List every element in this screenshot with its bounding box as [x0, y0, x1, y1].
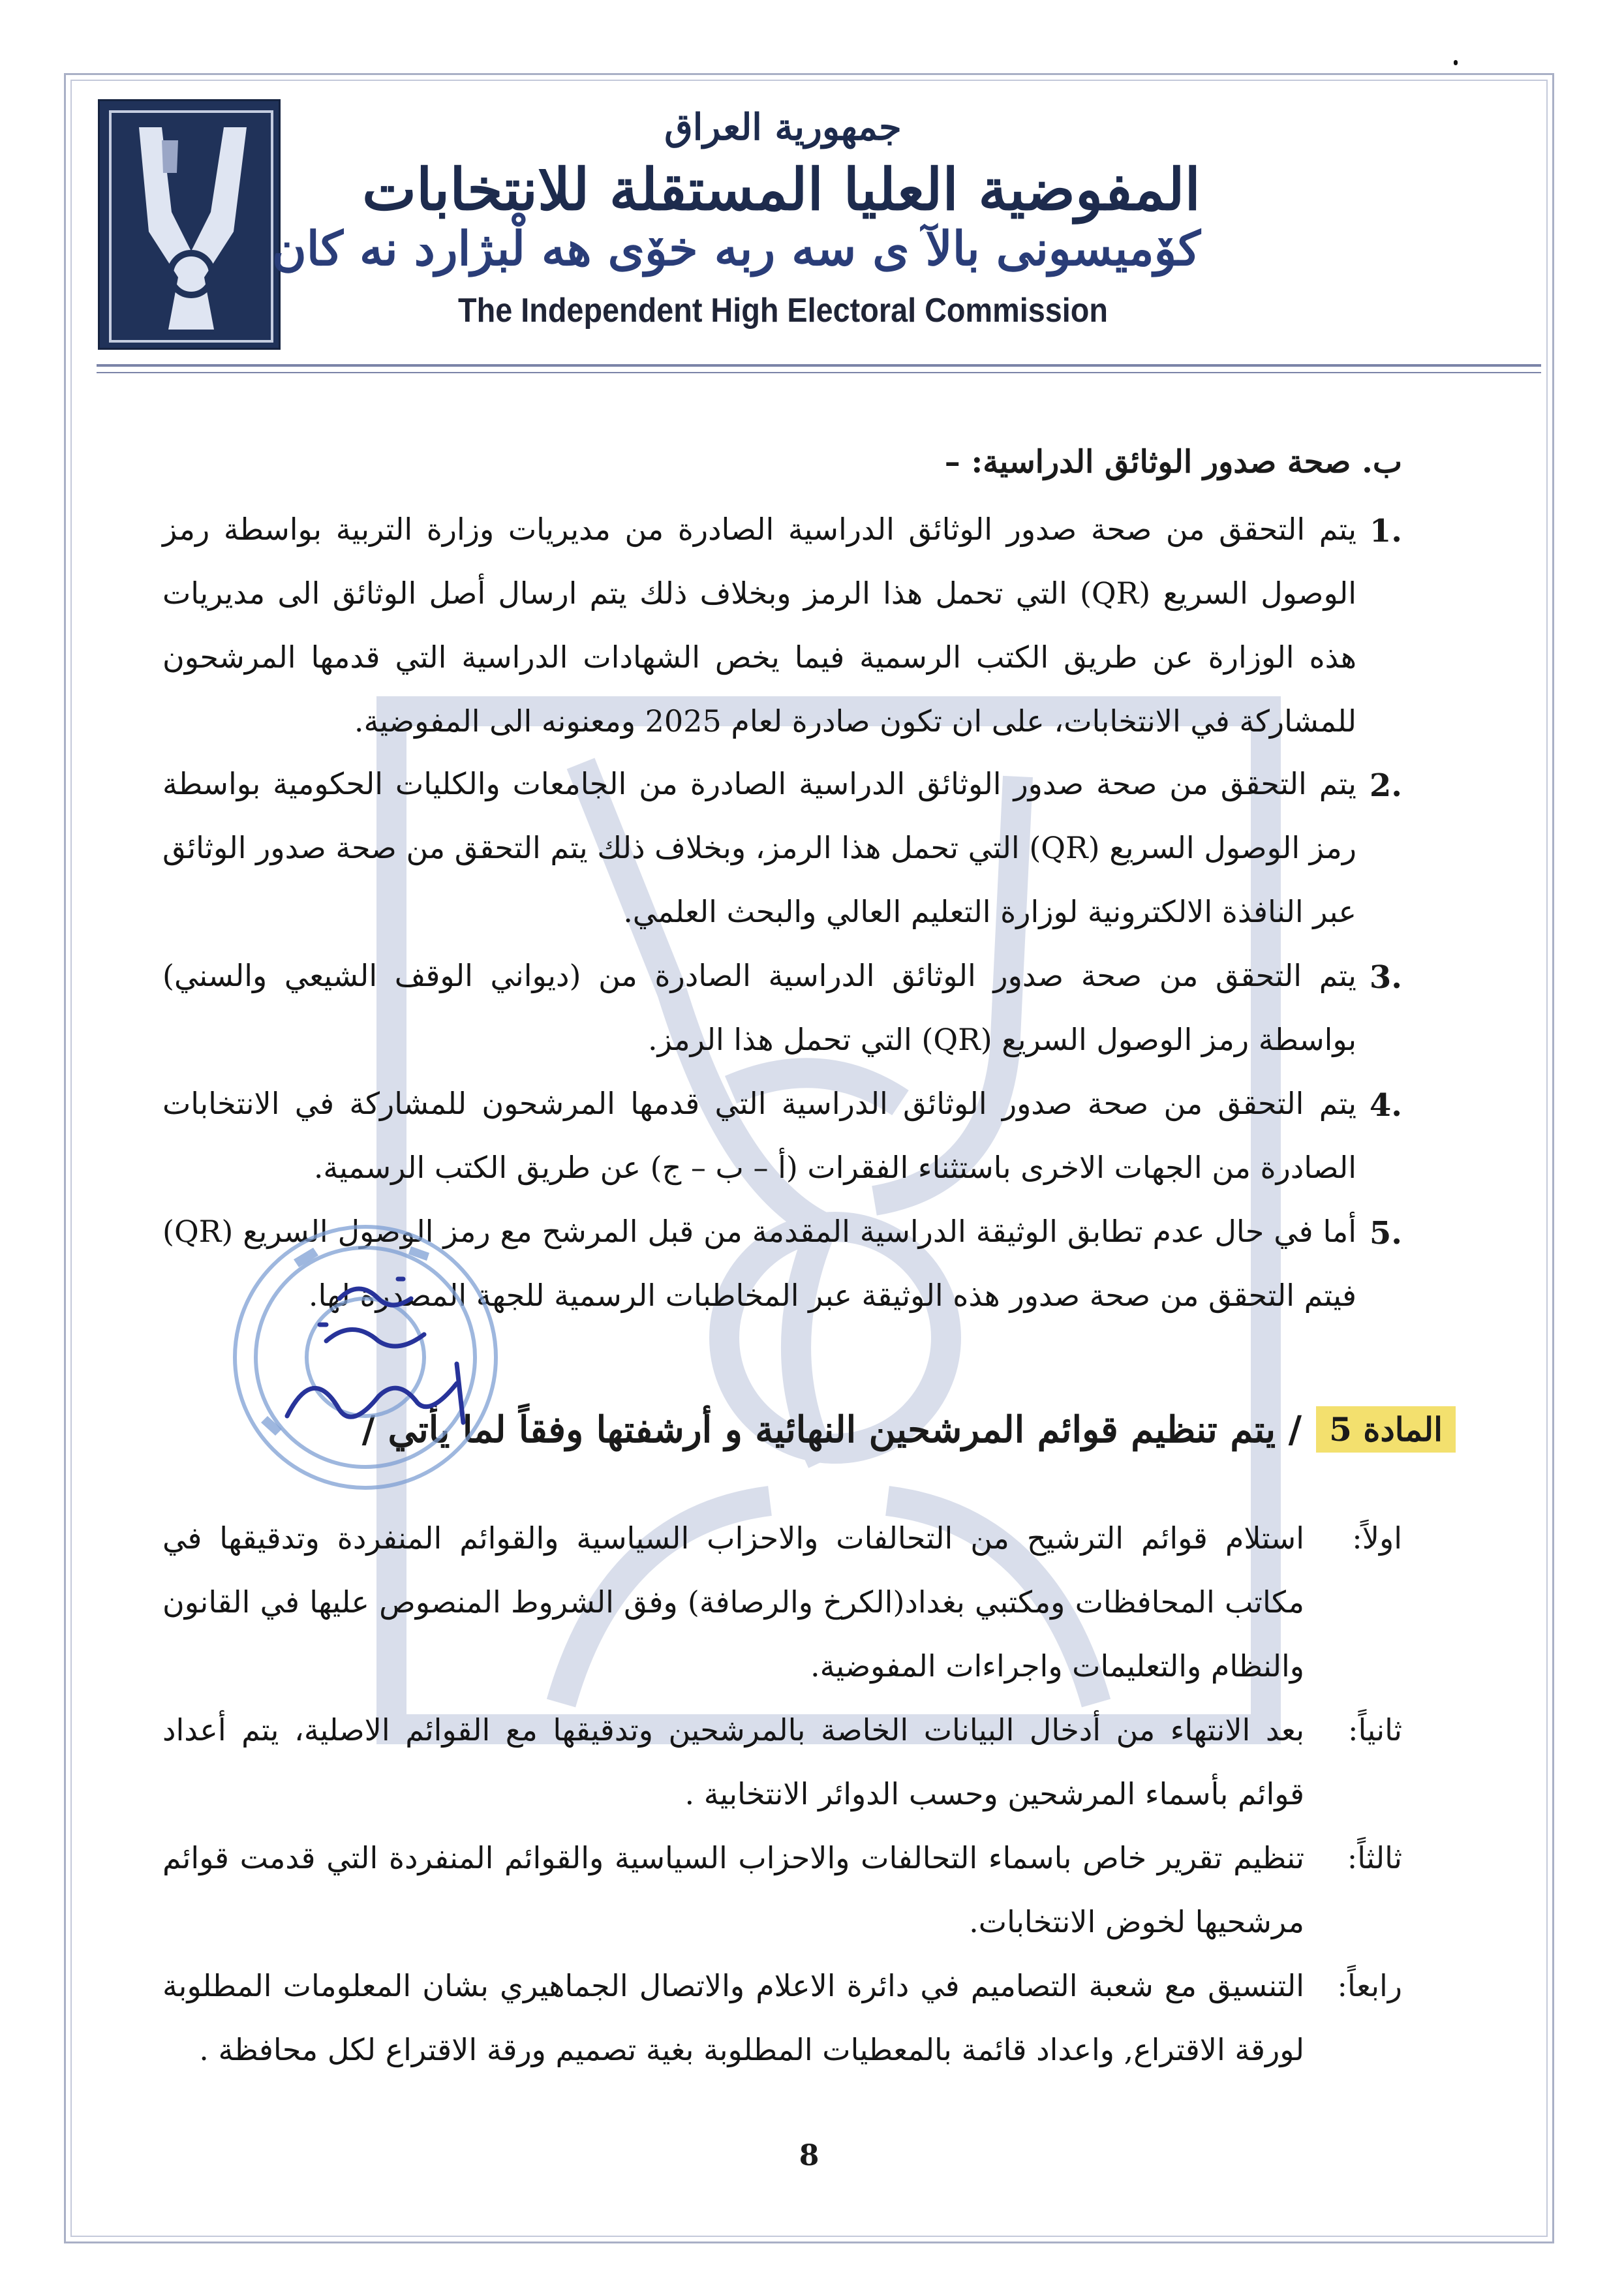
- clause-second: بعد الانتهاء من أدخال البيانات الخاصة بالمرشحين وتدقيقها مع القوائم الاصلية، يتم أعداد قوائم بأسماء المرشحين وحسب الدوائر الانتخابية .: [162, 1712, 1304, 1811]
- article-title: / يتم تنظيم قوائم المرشحين النهائية و أرشفتها وفقاً لما يأتي /: [361, 1408, 1302, 1451]
- clause-third: تنظيم تقرير خاص باسماء التحالفات والاحزاب السياسية والقوائم المنفردة التي قدمت قوائم مرشحيها لخوض الانتخابات.: [162, 1840, 1304, 1939]
- item-number: 4.: [1369, 1087, 1402, 1124]
- section-b-item-3: يتم التحقق من صحة صدور الوثائق الدراسية الصادرة من (ديواني الوقف الشيعي والسني) بواسطة رمز الوصول السريع (QR) التي تحمل هذا الرمز.: [162, 958, 1356, 1057]
- country-name: جمهورية العراق: [664, 106, 902, 149]
- item-number: 2.: [1369, 767, 1402, 804]
- clause-label: ثانياً:: [1347, 1712, 1402, 1748]
- clause-label: ثالثاً:: [1347, 1840, 1402, 1875]
- official-stamp: [215, 1201, 581, 1527]
- item-number: 1.: [1369, 513, 1402, 549]
- scan-speck: [1454, 60, 1458, 65]
- clause-label: اولاً:: [1352, 1520, 1402, 1556]
- item-number: 5.: [1369, 1215, 1402, 1252]
- header-rule-thin: [97, 372, 1541, 373]
- clause-first: استلام قوائم الترشيح من التحالفات والاحزاب السياسية والقوائم المنفردة وتدقيقها في مكاتب المحافظات ومكتبي بغداد(الكرخ والرصافة) وفق الشروط المنصوص عليها في القانون والنظام والتعليمات واجراءات المفوضية.: [162, 1520, 1305, 1684]
- section-b-item-2: يتم التحقق من صحة صدور الوثائق الدراسية الصادرة من الجامعات والكليات الحكومية بواسطة رمز الوصول السريع (QR) التي تحمل هذا الرمز، وبخلاف ذلك يتم التحقق من صحة صدور الوثائق عبر النافذة الالكترونية لوزارة التعليم العالي والبحث العلمي.: [162, 766, 1356, 929]
- page-number: 8: [799, 2139, 820, 2172]
- section-b-heading: ب. صحة صدور الوثائق الدراسية: –: [944, 444, 1402, 480]
- commission-name-arabic: المفوضية العليا المستقلة للانتخابات: [362, 155, 1201, 223]
- article-label: المادة 5: [1316, 1406, 1456, 1453]
- commission-logo: [98, 99, 281, 350]
- section-b-item-4: يتم التحقق من صحة صدور الوثائق الدراسية التي قدمها المرشحون للمشاركة في الانتخابات الصادرة من الجهات الاخرى باستثناء الفقرات (أ – ب – ج) عن طريق الكتب الرسمية.: [162, 1086, 1356, 1185]
- commission-name-kurdish: كۆميسونى بالآ ى سه ربه خۆى هه لْبژارد نه كان: [271, 221, 1201, 276]
- clause-label: رابعاً:: [1337, 1968, 1402, 2003]
- header-rule: [97, 364, 1541, 367]
- section-b-item-1: يتم التحقق من صحة صدور الوثائق الدراسية الصادرة من مديريات وزارة التربية بواسطة رمز الوصول السريع (QR) التي تحمل هذا الرمز وبخلاف ذلك يتم ارسال أصل الوثائق الى مديريات هذه الوزارة عن طريق الكتب الرسمية فيما يخص الشهادات الدراسية التي قدمها المرشحون للمشاركة في الانتخابات، على ان تكون صادرة لعام 2025 ومعنونه الى المفوضية.: [162, 512, 1356, 739]
- commission-name-english: The Independent High Electoral Commission: [458, 292, 1108, 330]
- item-number: 3.: [1369, 959, 1402, 996]
- clause-fourth: التنسيق مع شعبة التصاميم في دائرة الاعلام والاتصال الجماهيري بشان المعلومات المطلوبة لورقة الاقتراع, واعداد قائمة بالمعطيات المطلوبة بغية تصميم ورقة الاقتراع لكل محافظة .: [162, 1968, 1304, 2067]
- section-b-item-5: أما في حال عدم تطابق الوثيقة الدراسية المقدمة من قبل المرشح مع رمز الوصول السريع (QR) فيتم التحقق من صحة صدور هذه الوثيقة عبر المخاطبات الرسمية للجهة المصدرة لها.: [162, 1214, 1356, 1313]
